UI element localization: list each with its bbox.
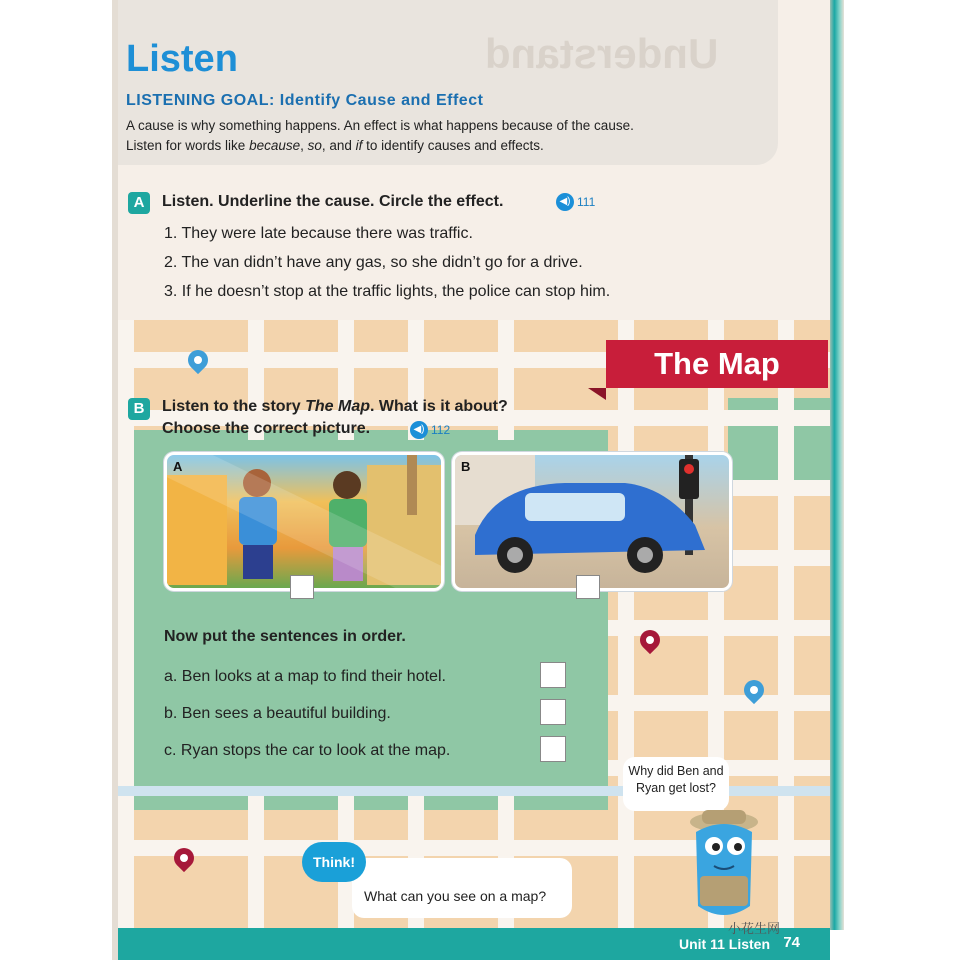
blue-car-illustration — [455, 455, 729, 588]
order-item-b: b. Ben sees a beautiful building. — [164, 705, 391, 722]
listening-goal-description: A cause is why something happens. An effect is what happens because of the cause. Listen for words like because, so, and if to identify causes and effects. — [126, 118, 634, 153]
sentence-3: 3. If he doesn’t stop at the traffic lights, the police can stop him. — [164, 283, 611, 300]
picture-a-label: A — [173, 459, 183, 474]
order-box-c[interactable] — [540, 736, 566, 762]
textbook-page — [118, 0, 830, 960]
order-box-b[interactable] — [540, 699, 566, 725]
footer-unit-label: Unit 11 Listen — [678, 936, 770, 952]
mascot-character-icon — [684, 806, 764, 926]
speaker-icon: ◀) — [556, 193, 574, 211]
map-road — [778, 320, 794, 940]
banner-ribbon-tail — [588, 388, 606, 400]
map-road — [618, 320, 634, 940]
think-badge: Think! — [302, 842, 366, 882]
speaker-icon: ◀) — [410, 421, 428, 439]
story-title-banner: The Map — [606, 340, 828, 388]
audio-track-112[interactable]: ◀) 112 — [410, 421, 450, 439]
section-a-badge: A — [128, 192, 150, 214]
watermark: 小花生网 — [728, 921, 781, 936]
audio-track-111[interactable]: ◀) 111 — [556, 193, 595, 211]
page-number: 74 — [783, 934, 800, 951]
picture-a-checkbox[interactable] — [290, 575, 314, 599]
section-b-instruction-line1: Listen to the story The Map. What is it about? — [162, 398, 508, 415]
picture-b-checkbox[interactable] — [576, 575, 600, 599]
mascot-speech-bubble: Why did Ben and Ryan get lost? — [623, 757, 729, 811]
picture-a[interactable] — [164, 452, 444, 591]
listening-goal-heading: LISTENING GOAL: Identify Cause and Effect — [126, 92, 484, 109]
order-item-c: c. Ryan stops the car to look at the map. — [164, 742, 451, 759]
think-question: What can you see on a map? — [364, 888, 547, 904]
listening-goal-panel — [118, 0, 778, 165]
section-a-instruction: Listen. Underline the cause. Circle the effect. — [162, 193, 504, 210]
sentence-1: 1. They were late because there was traffic. — [164, 225, 473, 242]
sentence-2: 2. The van didn’t have any gas, so she didn’t go for a drive. — [164, 254, 583, 271]
picture-b[interactable] — [452, 452, 732, 591]
order-item-a: a. Ben looks at a map to find their hotel. — [164, 668, 446, 685]
boys-walking-illustration — [167, 455, 441, 588]
bleed-through-text: Understand — [484, 30, 718, 77]
section-b-badge: B — [128, 398, 150, 420]
page-title: Listen — [126, 38, 238, 80]
book-page-edge-right — [828, 0, 844, 930]
picture-b-label: B — [461, 459, 471, 474]
order-instruction: Now put the sentences in order. — [164, 628, 406, 645]
order-box-a[interactable] — [540, 662, 566, 688]
section-b-instruction-line2: Choose the correct picture. — [162, 420, 371, 437]
